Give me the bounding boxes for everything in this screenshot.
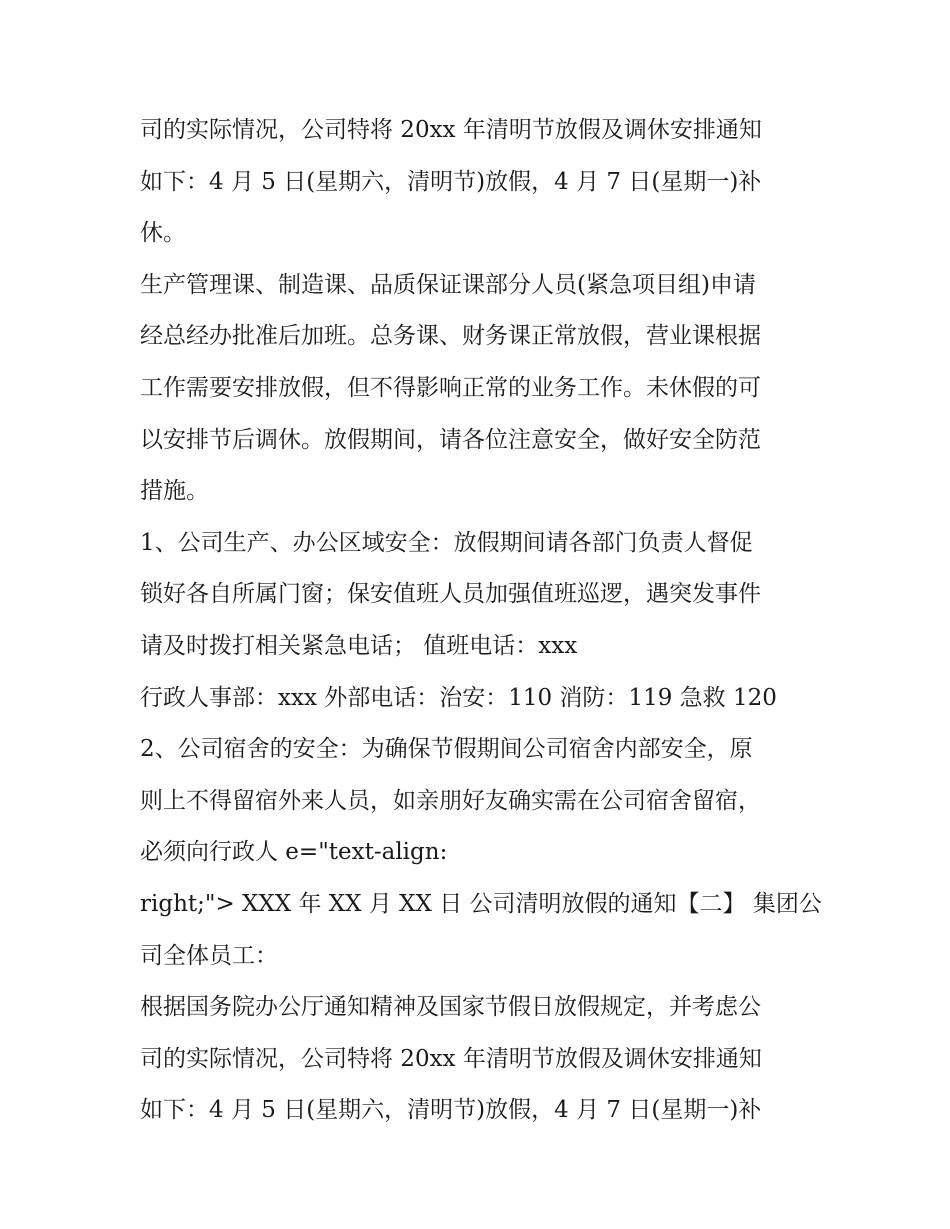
text-line: 根据国务院办公厅通知精神及国家节假日放假规定，并考虑公: [140, 994, 761, 1021]
text-line: right;"> XXX 年 XX 月 XX 日 公司清明放假的通知【二】 集团公: [140, 890, 822, 917]
text-line: 请及时拨打相关紧急电话； 值班电话：xxx: [140, 632, 578, 659]
text-line: 必须向行政人 e="text-align:: [140, 839, 448, 866]
text-line: 工作需要安排放假，但不得影响正常的业务工作。未休假的可: [140, 374, 761, 401]
text-line: 经总经办批准后加班。总务课、财务课正常放假，营业课根据: [140, 323, 761, 350]
document-body: [140, 105, 830, 1137]
text-line: 2、公司宿舍的安全：为确保节假期间公司宿舍内部安全，原: [140, 736, 753, 763]
text-line: 措施。: [140, 478, 209, 505]
text-line: 以安排节后调休。放假期间，请各位注意安全，做好安全防范: [140, 426, 761, 453]
text-line: 生产管理课、制造课、品质保证课部分人员(紧急项目组)申请: [140, 271, 756, 298]
text-line: 司全体员工：: [140, 942, 278, 969]
text-line: 司的实际情况，公司特将 20xx 年清明节放假及调休安排通知: [140, 1045, 762, 1072]
text-line: 则上不得留宿外来人员，如亲朋好友确实需在公司宿舍留宿，: [140, 787, 761, 814]
text-line: 行政人事部：xxx 外部电话：治安：110 消防：119 急救 120: [140, 684, 777, 711]
text-line: 司的实际情况，公司特将 20xx 年清明节放假及调休安排通知: [140, 117, 762, 143]
text-line: 休。: [140, 220, 186, 247]
text-line: 1、公司生产、办公区域安全：放假期间请各部门负责人督促: [140, 529, 753, 556]
text-line: 如下：4 月 5 日(星期六，清明节)放假，4 月 7 日(星期一)补: [140, 1097, 762, 1124]
text-line: 锁好各自所属门窗；保安值班人员加强值班巡逻，遇突发事件: [140, 581, 761, 608]
text-line: 如下：4 月 5 日(星期六，清明节)放假，4 月 7 日(星期一)补: [140, 168, 762, 195]
